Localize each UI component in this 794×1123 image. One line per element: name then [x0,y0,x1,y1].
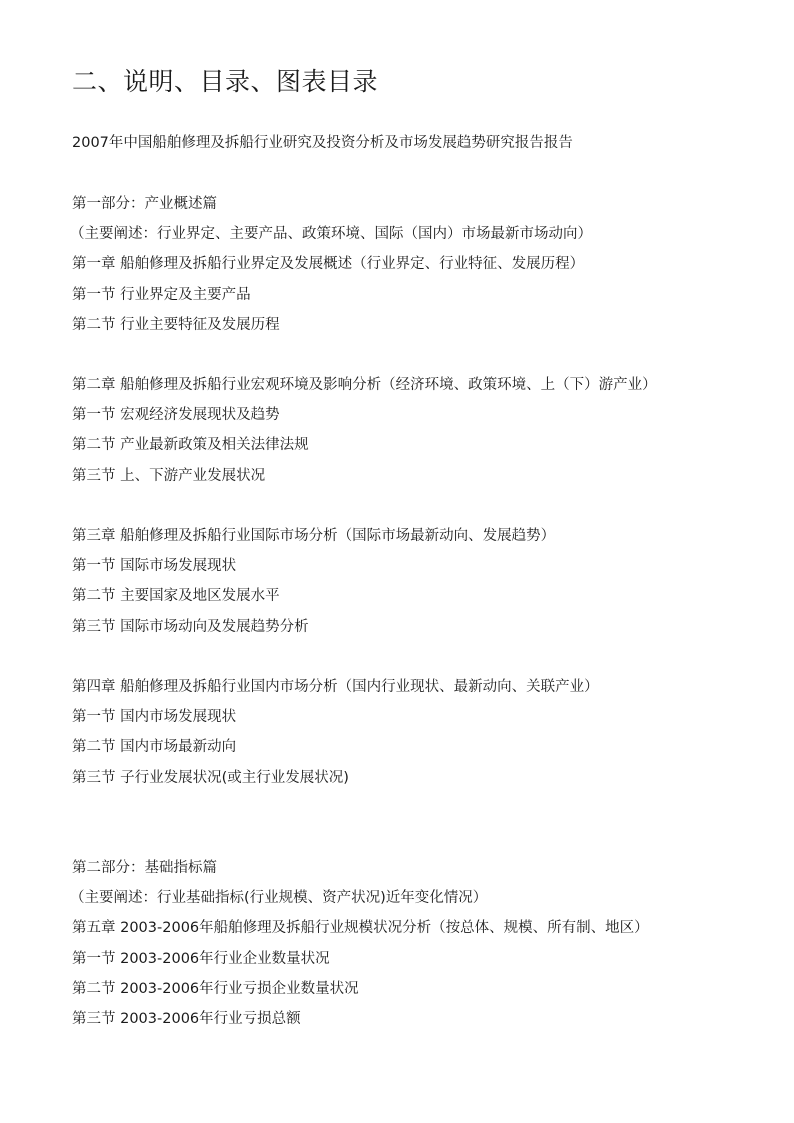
chapter-two-section-3: 第三节 上、下游产业发展状况 [72,467,266,484]
part-two-block [72,853,649,1034]
chapter-three-section-1: 第一节 国际市场发展现状 [72,558,237,575]
chapter-one-section-2: 第二节 行业主要特征及发展历程 [72,316,280,333]
chapter-three-section-3: 第三节 国际市场动向及发展趋势分析 [72,618,309,635]
chapter-five-heading: 第五章 2003-2006年船舶修理及拆船行业规模状况分析（按总体、规模、所有制、地区） [72,920,649,937]
part-one-block [72,189,592,340]
report-title: 2007年中国船舶修理及拆船行业研究及投资分析及市场发展趋势研究报告报告 [72,135,573,151]
chapter-three-section-2: 第二节 主要国家及地区发展水平 [72,588,280,605]
chapter-three-block [72,521,555,642]
part-one-heading: 第一部分：产业概述篇 [72,196,217,212]
chapter-one-section-1: 第一节 行业界定及主要产品 [72,286,251,303]
part-two-heading: 第二部分：基础指标篇 [72,860,217,876]
chapter-two-section-1: 第一节 宏观经济发展现状及趋势 [72,407,280,424]
chapter-five-section-3: 第三节 2003-2006年行业亏损总额 [72,1010,301,1027]
chapter-four-block [72,672,599,793]
part-two-summary: （主要阐述：行业基础指标(行业规模、资产状况)近年变化情况） [70,890,488,907]
chapter-four-section-3: 第三节 子行业发展状况(或主行业发展状况) [72,769,349,786]
chapter-two-heading: 第二章 船舶修理及拆船行业宏观环境及影响分析（经济环境、政策环境、上（下）游产业） [72,377,657,393]
chapter-four-section-2: 第二节 国内市场最新动向 [72,739,237,756]
chapter-five-section-1: 第一节 2003-2006年行业企业数量状况 [72,950,330,967]
part-one-summary: （主要阐述：行业界定、主要产品、政策环境、国际（国内）市场最新市场动向） [70,226,592,243]
chapter-one-heading: 第一章 船舶修理及拆船行业界定及发展概述（行业界定、行业特征、发展历程） [72,256,585,273]
page-title: 二、说明、目录、图表目录 [72,67,379,96]
chapter-three-heading: 第三章 船舶修理及拆船行业国际市场分析（国际市场最新动向、发展趋势） [72,528,556,544]
chapter-four-section-1: 第一节 国内市场发展现状 [72,709,237,726]
chapter-two-section-2: 第二节 产业最新政策及相关法律法规 [72,437,309,454]
chapter-five-section-2: 第二节 2003-2006年行业亏损企业数量状况 [72,980,359,997]
chapter-four-heading: 第四章 船舶修理及拆船行业国内市场分析（国内行业现状、最新动向、关联产业） [72,679,599,695]
chapter-two-block [72,370,657,491]
